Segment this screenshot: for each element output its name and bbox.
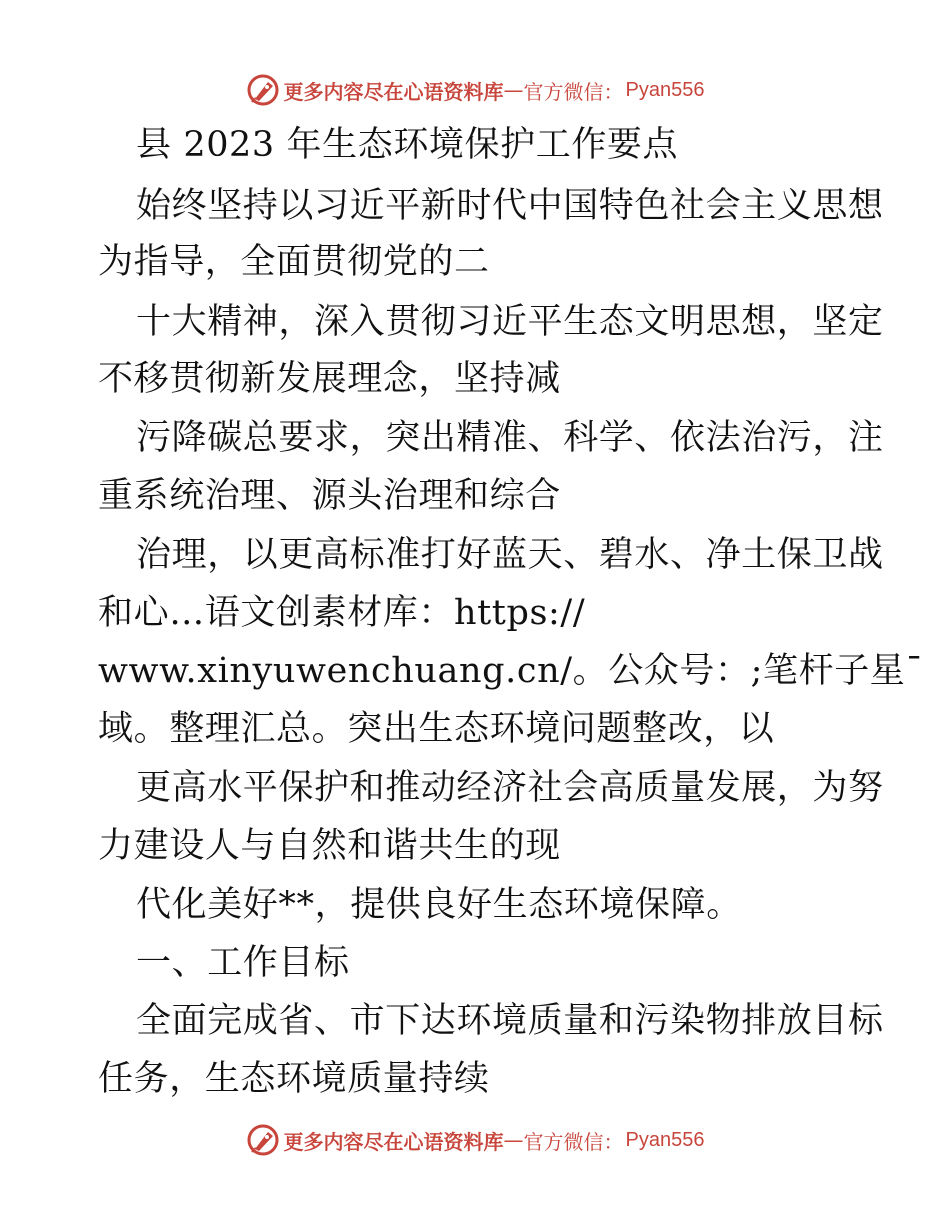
watermark-handle: Pyan556 [625,78,705,101]
paragraph-line: www.xinyuwenchuang.cn/。公众号：;笔杆子星¯ [98,651,924,691]
section-heading: 一、工作目标 [136,943,350,983]
watermark-wechat-label: 官方微信： [523,79,624,104]
footer-watermark [0,1120,950,1160]
document-title: 县 2023 年生态环境保护工作要点 [136,125,679,165]
paragraph-line: 域。整理汇总。突出生态环境问题整改，以 [98,709,775,749]
header-watermark [0,70,950,110]
paragraph-line: 重系统治理、源头治理和综合 [98,476,561,516]
paragraph-line: 污降碳总要求，突出精准、科学、依法治污，注 [136,418,884,458]
watermark-handle: Pyan556 [625,1128,705,1151]
watermark-brand-text: 更多内容尽在心语资料库 [283,79,504,104]
pen-nib-logo-icon [246,73,280,107]
paragraph-line: 力建设人与自然和谐共生的现 [98,826,561,866]
paragraph-line: 任务，生态环境质量持续 [98,1059,490,1099]
paragraph-line: 代化美好**，提供良好生态环境保障。 [136,885,742,925]
paragraph-line: 为指导，全面贯彻党的二 [98,242,490,282]
watermark-separator: — [503,1128,524,1152]
paragraph-line: 更高水平保护和推动经济社会高质量发展，为努 [136,768,884,808]
paragraph-line: 始终坚持以习近平新时代中国特色社会主义思想 [136,186,884,226]
paragraph-line: 不移贯彻新发展理念，坚持减 [98,359,561,399]
watermark-wechat-label: 官方微信： [523,1129,624,1154]
paragraph-line: 十大精神，深入贯彻习近平生态文明思想，坚定 [136,302,884,342]
pen-nib-logo-icon [246,1123,280,1157]
watermark-brand-text: 更多内容尽在心语资料库 [283,1129,504,1154]
paragraph-line: 和心…语文创素材库：https:// [98,593,586,633]
paragraph-line: 全面完成省、市下达环境质量和污染物排放目标 [136,1001,884,1041]
watermark-separator: — [503,78,524,102]
paragraph-line: 治理，以更高标准打好蓝天、碧水、净土保卫战 [136,535,884,575]
